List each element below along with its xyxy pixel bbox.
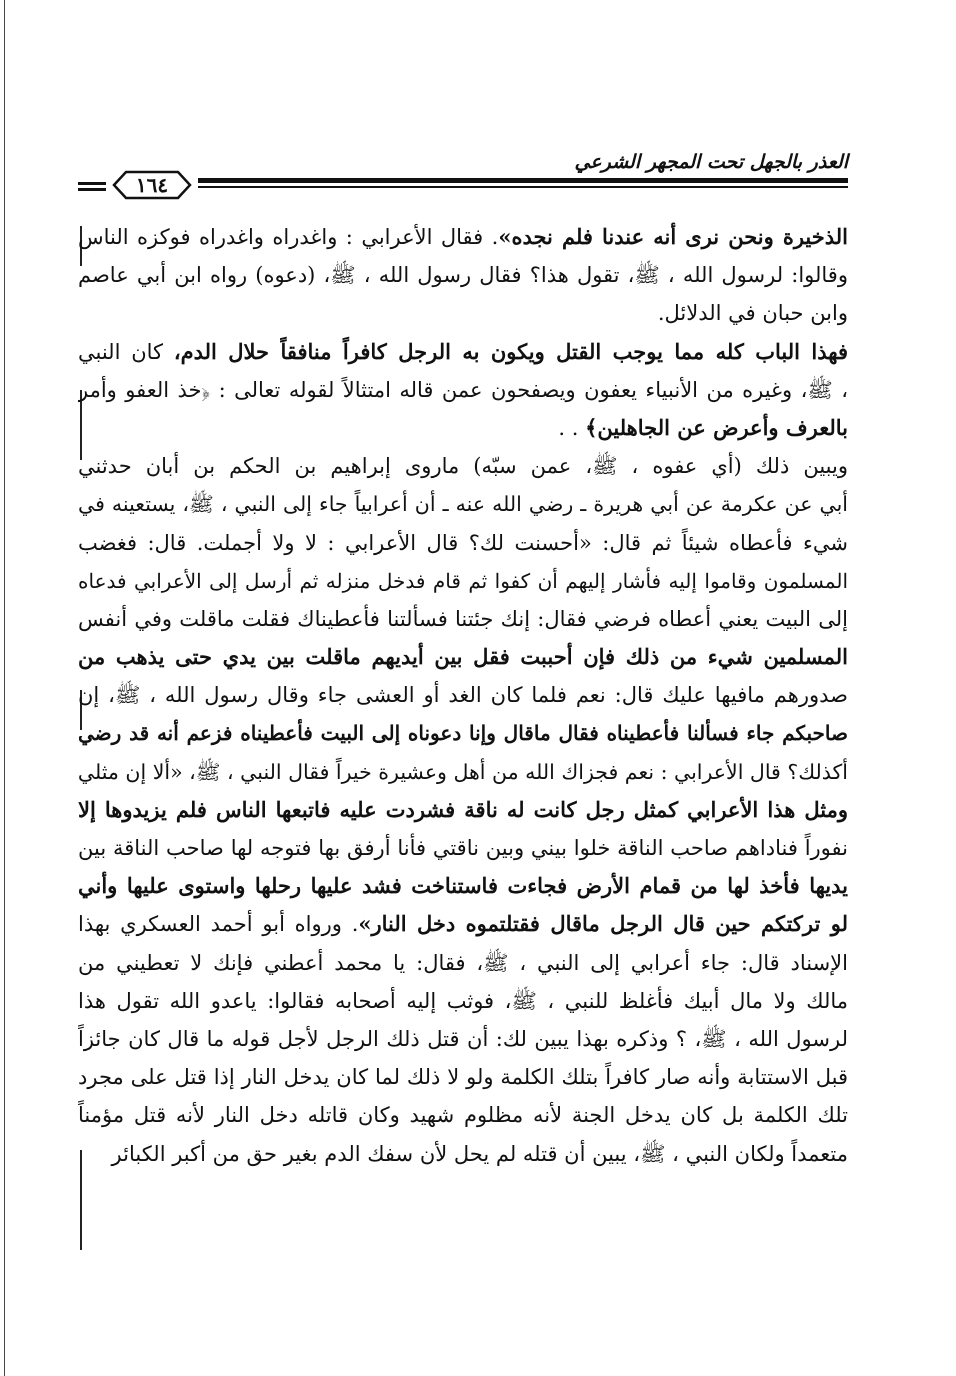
- header-rule-left-top: [78, 182, 106, 185]
- text-line: [78, 524, 848, 562]
- page-number-badge: [112, 170, 192, 200]
- text-line: [78, 1135, 848, 1173]
- bold-text: يديها فأخذ لها من قمام الأرض فجاءت فاستناخت فشد عليها رحلها واستوى عليها وأني: [78, 873, 848, 899]
- text-line: [78, 218, 848, 256]
- line-text: المسلمون وقاموا إليه فأشار إليهم أن كفوا ثم قام فدخل منزله ثم أرسل إلى الأعرابي فدعاه: [78, 568, 848, 593]
- line-text: الإسناد قال: جاء أعرابي إلى النبي ، ﷺ، فقال: يا محمد أعطني فإنك لا تعطيني من: [78, 950, 848, 975]
- bold-text: صاحبكم جاء فسألنا فأعطيناه فقال ماقال وإنا دعوناه إلى البيت فأعطيناه فزعم أنه قد رضي: [78, 721, 848, 746]
- bold-text: فهذا الباب كله مما يوجب القتل ويكون به الرجل كافراً منافقاً حلال الدم،: [173, 338, 848, 364]
- line-text: . .: [558, 415, 586, 440]
- line-text: . ورواه أبو أحمد العسكري بهذا: [78, 912, 359, 937]
- header-rule-thin: [198, 186, 848, 188]
- text-line: [78, 1020, 848, 1058]
- line-text: قبل الاستتابة وأنه صار كافراً بتلك الكلمة ولو لا ذلك لما كان يدخل النار إذا قتل على مجرد: [78, 1065, 848, 1090]
- line-text: متعمداً ولكان النبي ، ﷺ، يبين أن قتله لم يحل لأن سفك الدم بغير حق من أكبر الكبائر: [111, 1141, 848, 1166]
- text-line: [78, 371, 848, 409]
- text-line: [78, 791, 848, 829]
- text-line: [78, 294, 848, 332]
- line-text: . فقال الأعرابي : واغدراه واغدراه فوكزه الناس: [78, 225, 499, 249]
- bold-text: المسلمين شيء من ذلك فإن أحببت فقل بين أيديهم ماقلت بين يدي حتى يذهب من: [78, 644, 848, 670]
- line-text: صدورهم مافيها عليك قال: نعم فلما كان الغد أو العشى جاء وقال رسول الله ، ﷺ، إن: [78, 683, 848, 708]
- line-text: مالك ولا مال أبيك فأغلظ للنبي ، ﷺ، فوثب إليه أصحابه فقالوا: ياعدو الله تقول هذا: [78, 988, 848, 1013]
- page-header: [78, 148, 848, 208]
- text-line: [78, 944, 848, 982]
- text-line: [78, 982, 848, 1020]
- header-rule-left-bottom: [78, 188, 106, 191]
- bold-text: ومثل هذا الأعرابي كمثل رجل كانت له ناقة فشردت عليه فاتبعها الناس فلم يزيدوها إلا: [78, 796, 848, 822]
- text-line: [78, 676, 848, 714]
- bold-text: الذخيرة ونحن نرى أنه عندنا فلم نجده»: [498, 224, 848, 249]
- text-line: [78, 562, 848, 600]
- line-text: لرسول الله ، ﷺ، ؟ وذكره بهذا يبين لك: أن قتل ذلك الرجل لأجل قوله ما قال كان جائزاً: [78, 1026, 848, 1051]
- text-line: [78, 256, 848, 294]
- text-line: [78, 905, 848, 943]
- line-text: كان النبي: [78, 339, 174, 364]
- bold-text: لو تركتكم حين قال الرجل ماقال فقتلتموه دخل النار»: [358, 911, 848, 937]
- line-text: تلك الكلمة بل كان يدخل الجنة لأنه مظلوم شهيد وكان قاتله دخل النار لأنه قتل مؤمناً: [78, 1103, 848, 1128]
- text-line: [78, 485, 848, 523]
- text-line: [78, 638, 848, 676]
- text-line: [78, 1058, 848, 1096]
- text-line: [78, 409, 848, 447]
- line-text: أبي عن عكرمة عن أبي هريرة ـ رضي الله عنه ـ أن أعرابياً جاء إلى النبي ، ﷺ، يستعينه في: [78, 492, 848, 517]
- page-number: ١٦٤: [135, 173, 169, 197]
- text-line: [78, 447, 848, 485]
- line-text: أكذلك؟ قال الأعرابي : نعم فجزاك الله من أهل وعشيرة خيراً فقال النبي ، ﷺ، «ألا إن مثلي: [78, 759, 848, 784]
- text-line: [78, 600, 848, 638]
- line-text: وابن حبان في الدلائل.: [657, 301, 848, 326]
- line-text: ويبين ذلك (أي عفوه ، ﷺ، عمن سبّه) ماروى إبراهيم بن الحكم بن أبان حدثني: [78, 454, 848, 479]
- scan-edge-line: [4, 0, 5, 1376]
- body-text: [78, 218, 848, 1173]
- line-text: وقالوا: لرسول الله ، ﷺ، تقول هذا؟ فقال رسول الله ، ﷺ، (دعوه) رواه ابن أبي عاصم: [78, 263, 848, 288]
- text-line: [78, 867, 848, 905]
- header-rule-thick: [198, 178, 848, 183]
- text-line: [78, 714, 848, 752]
- line-text: ، ﷺ، وغيره من الأنبياء يعفون ويصفحون عمن قاله امتثالاً لقوله تعالى : ﴿خذ العفو وأمر: [78, 377, 848, 402]
- text-line: [78, 829, 848, 867]
- line-text: نفوراً فناداهم صاحب الناقة خلوا بيني وبين ناقتي فأنا أرفق بها فتوجه لها صاحب الناقة بين: [78, 836, 848, 860]
- running-title: العذر بالجهل تحت المجهر الشرعي: [574, 151, 848, 173]
- line-text: إلى البيت يعني أعطاه فرضي فقال: إنك جئتنا فسألتنا فأعطيناك فقلت ماقلت وفي أنفس: [78, 606, 848, 631]
- text-line: [78, 333, 848, 371]
- text-line: [78, 753, 848, 791]
- bold-text: بالعرف وأعرض عن الجاهلين﴾: [585, 414, 848, 440]
- line-text: شيء فأعطاه شيئاً ثم قال: «أحسنت لك؟ قال الأعرابي : لا ولا أجملت. قال: فغضب: [78, 530, 848, 555]
- text-line: [78, 1096, 848, 1134]
